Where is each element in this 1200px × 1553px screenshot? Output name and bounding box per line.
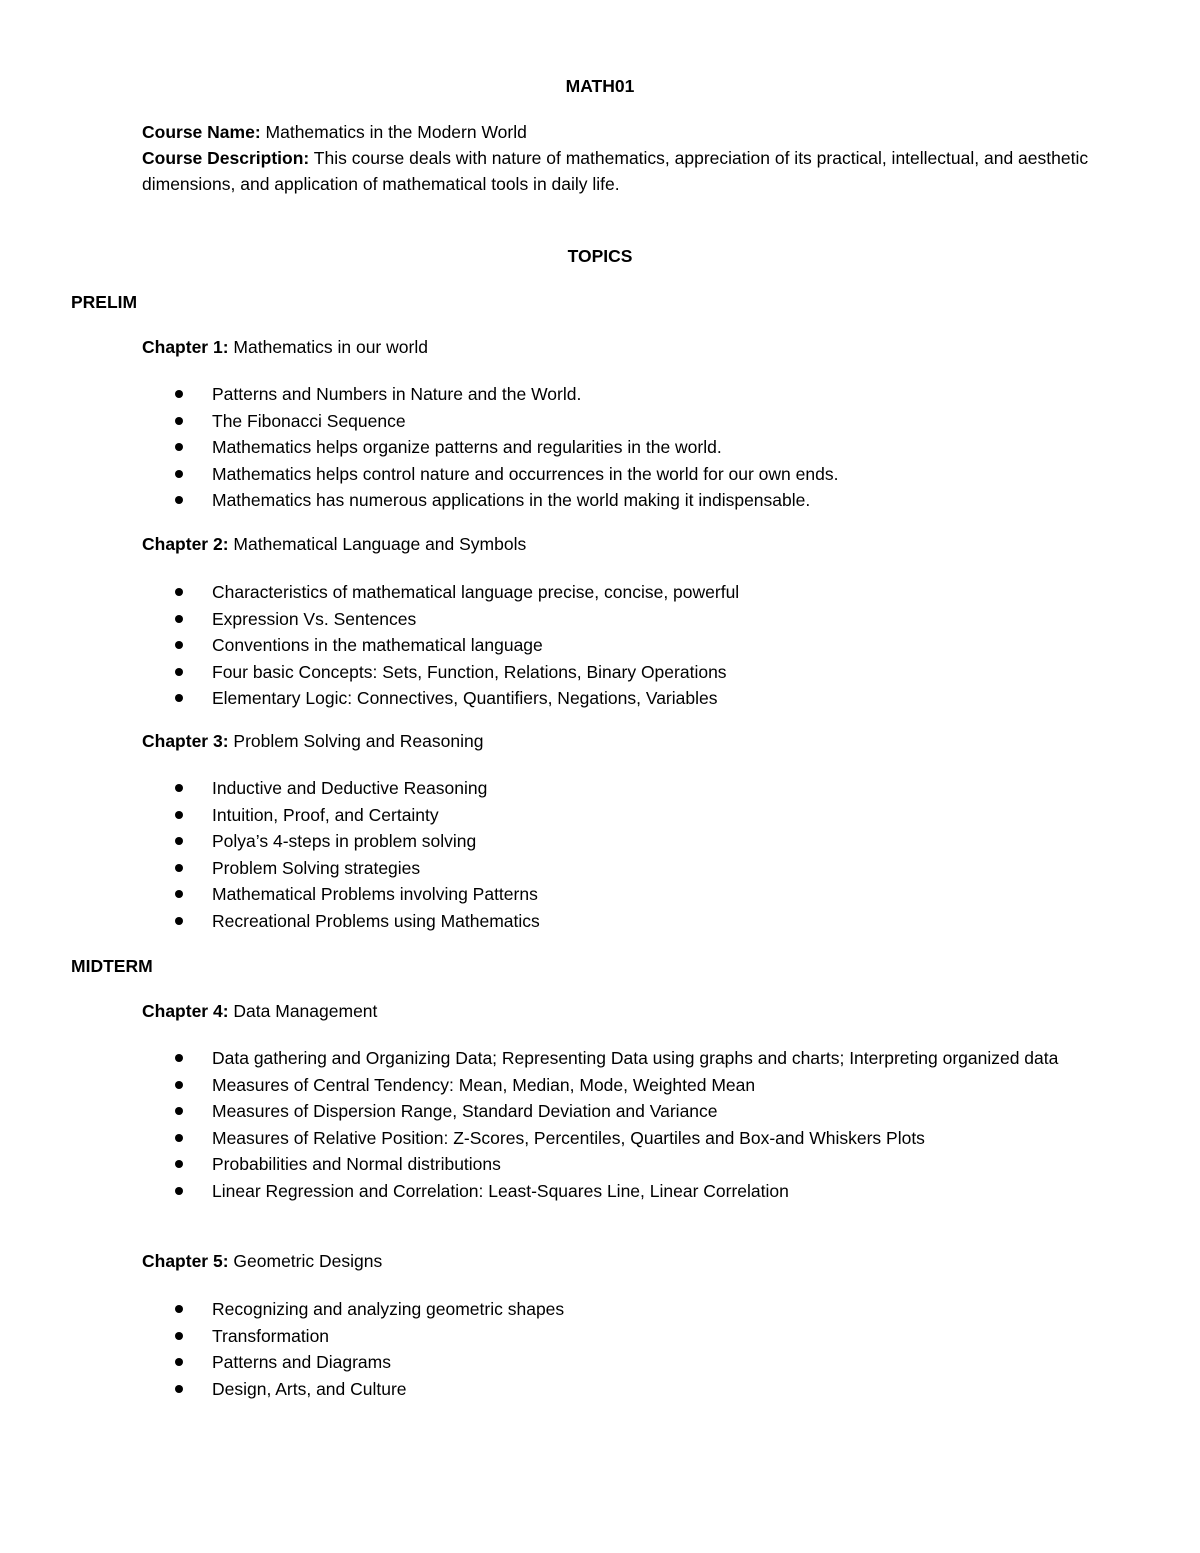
topic-text: Four basic Concepts: Sets, Function, Relations, Binary Operations	[212, 661, 727, 682]
bullet-icon	[175, 864, 183, 872]
chapter-label: Chapter 4:	[142, 1001, 229, 1021]
topic-text: Transformation	[212, 1325, 330, 1346]
chapter-4-heading	[142, 1001, 377, 1022]
chapter-4-topics	[142, 1045, 1122, 1204]
bullet-icon	[175, 470, 183, 478]
list-item	[142, 1323, 1122, 1350]
topic-text: Intuition, Proof, and Certainty	[212, 804, 439, 825]
course-name-value: Mathematics in the Modern World	[265, 122, 527, 142]
topic-text: Characteristics of mathematical language precise, concise, powerful	[212, 582, 740, 602]
topic-text: Polya’s 4-steps in problem solving	[212, 831, 477, 851]
bullet-icon	[175, 1187, 183, 1195]
chapter-title: Mathematics in our world	[233, 337, 428, 357]
list-item	[142, 685, 1122, 712]
list-item	[142, 659, 1122, 686]
list-item	[142, 632, 1122, 659]
chapter-5-heading	[142, 1251, 382, 1272]
list-item	[142, 487, 1122, 514]
list-item	[142, 775, 1122, 802]
bullet-icon	[175, 784, 183, 792]
bullet-icon	[175, 837, 183, 845]
topic-text: Design, Arts, and Culture	[212, 1378, 407, 1399]
bullet-icon	[175, 811, 183, 819]
chapter-title: Data Management	[233, 1001, 378, 1021]
list-item	[142, 408, 1122, 435]
topic-text: Measures of Relative Position: Z-Scores, Percentiles, Quartiles and Box-and Whiskers Plots	[212, 1127, 925, 1148]
list-item	[142, 381, 1122, 408]
topic-text: Expression Vs. Sentences	[212, 608, 417, 629]
list-item	[142, 908, 1122, 935]
list-item	[142, 828, 1122, 855]
bullet-icon	[175, 668, 183, 676]
topic-text: Recognizing and analyzing geometric shapes	[212, 1299, 565, 1319]
chapter-title: Geometric Designs	[233, 1251, 383, 1271]
topic-text: Patterns and Numbers in Nature and the World.	[212, 384, 582, 404]
topic-text: Measures of Dispersion Range, Standard Deviation and Variance	[212, 1101, 718, 1121]
bullet-icon	[175, 1134, 183, 1142]
chapter-2-topics	[142, 579, 1122, 712]
course-name-label: Course Name:	[142, 122, 261, 142]
bullet-icon	[175, 417, 183, 425]
topic-text: Data gathering and Organizing Data; Representing Data using graphs and charts; Interpreting organized data	[212, 1048, 1059, 1068]
course-info	[142, 119, 1132, 197]
list-item	[142, 1045, 1122, 1072]
list-item	[142, 1349, 1122, 1376]
bullet-icon	[175, 1358, 183, 1366]
bullet-icon	[175, 890, 183, 898]
list-item	[142, 855, 1122, 882]
topics-heading: TOPICS	[567, 246, 633, 266]
chapter-label: Chapter 1:	[142, 337, 229, 357]
chapter-5-topics	[142, 1296, 1122, 1402]
course-name-line	[142, 119, 1132, 145]
list-item	[142, 606, 1122, 633]
chapter-title: Mathematical Language and Symbols	[233, 534, 527, 554]
course-code-heading: MATH01	[565, 76, 635, 96]
prelim-heading: PRELIM	[71, 292, 138, 312]
topic-text: Measures of Central Tendency: Mean, Median, Mode, Weighted Mean	[212, 1074, 756, 1095]
chapter-2-heading	[142, 534, 526, 555]
bullet-icon	[175, 1385, 183, 1393]
bullet-icon	[175, 1107, 183, 1115]
list-item	[142, 1072, 1122, 1099]
list-item	[142, 1296, 1122, 1323]
course-description-label: Course Description:	[142, 148, 310, 168]
topic-text: Inductive and Deductive Reasoning	[212, 778, 488, 798]
list-item	[142, 1125, 1122, 1152]
topic-text: Mathematics helps control nature and occurrences in the world for our own ends.	[212, 463, 839, 484]
chapter-3-heading	[142, 731, 483, 752]
midterm-heading: MIDTERM	[71, 956, 153, 976]
bullet-icon	[175, 443, 183, 451]
topic-text: Linear Regression and Correlation: Least-Squares Line, Linear Correlation	[212, 1180, 789, 1201]
topic-text: The Fibonacci Sequence	[212, 410, 406, 431]
topic-text: Patterns and Diagrams	[212, 1352, 391, 1372]
chapter-label: Chapter 2:	[142, 534, 229, 554]
bullet-icon	[175, 1081, 183, 1089]
bullet-icon	[175, 917, 183, 925]
topic-text: Probabilities and Normal distributions	[212, 1154, 501, 1174]
bullet-icon	[175, 615, 183, 623]
list-item	[142, 881, 1122, 908]
topic-text: Elementary Logic: Connectives, Quantifiers, Negations, Variables	[212, 688, 718, 708]
chapter-label: Chapter 5:	[142, 1251, 229, 1271]
bullet-icon	[175, 588, 183, 596]
topic-text: Conventions in the mathematical language	[212, 635, 543, 655]
list-item	[142, 1098, 1122, 1125]
course-description-line	[142, 145, 1132, 197]
topic-text: Mathematics has numerous applications in the world making it indispensable.	[212, 490, 811, 510]
chapter-title: Problem Solving and Reasoning	[233, 731, 484, 751]
topic-text: Mathematical Problems involving Patterns	[212, 884, 538, 904]
chapter-1-heading	[142, 337, 428, 358]
list-item	[142, 1376, 1122, 1403]
bullet-icon	[175, 1054, 183, 1062]
bullet-icon	[175, 1305, 183, 1313]
list-item	[142, 579, 1122, 606]
list-item	[142, 802, 1122, 829]
chapter-label: Chapter 3:	[142, 731, 229, 751]
chapter-3-topics	[142, 775, 1122, 934]
bullet-icon	[175, 694, 183, 702]
bullet-icon	[175, 496, 183, 504]
list-item	[142, 1178, 1122, 1205]
bullet-icon	[175, 390, 183, 398]
list-item	[142, 461, 1122, 488]
chapter-1-topics	[142, 381, 1122, 514]
bullet-icon	[175, 1160, 183, 1168]
topic-text: Mathematics helps organize patterns and regularities in the world.	[212, 437, 722, 457]
list-item	[142, 1151, 1122, 1178]
course-description-value: This course deals with nature of mathematics, appreciation of its practical, intellectual, and aesthetic dimensions, and application of mathematical tools in daily life.	[142, 148, 1089, 194]
list-item	[142, 434, 1122, 461]
topic-text: Problem Solving strategies	[212, 857, 421, 878]
bullet-icon	[175, 1332, 183, 1340]
topic-text: Recreational Problems using Mathematics	[212, 910, 540, 931]
bullet-icon	[175, 641, 183, 649]
